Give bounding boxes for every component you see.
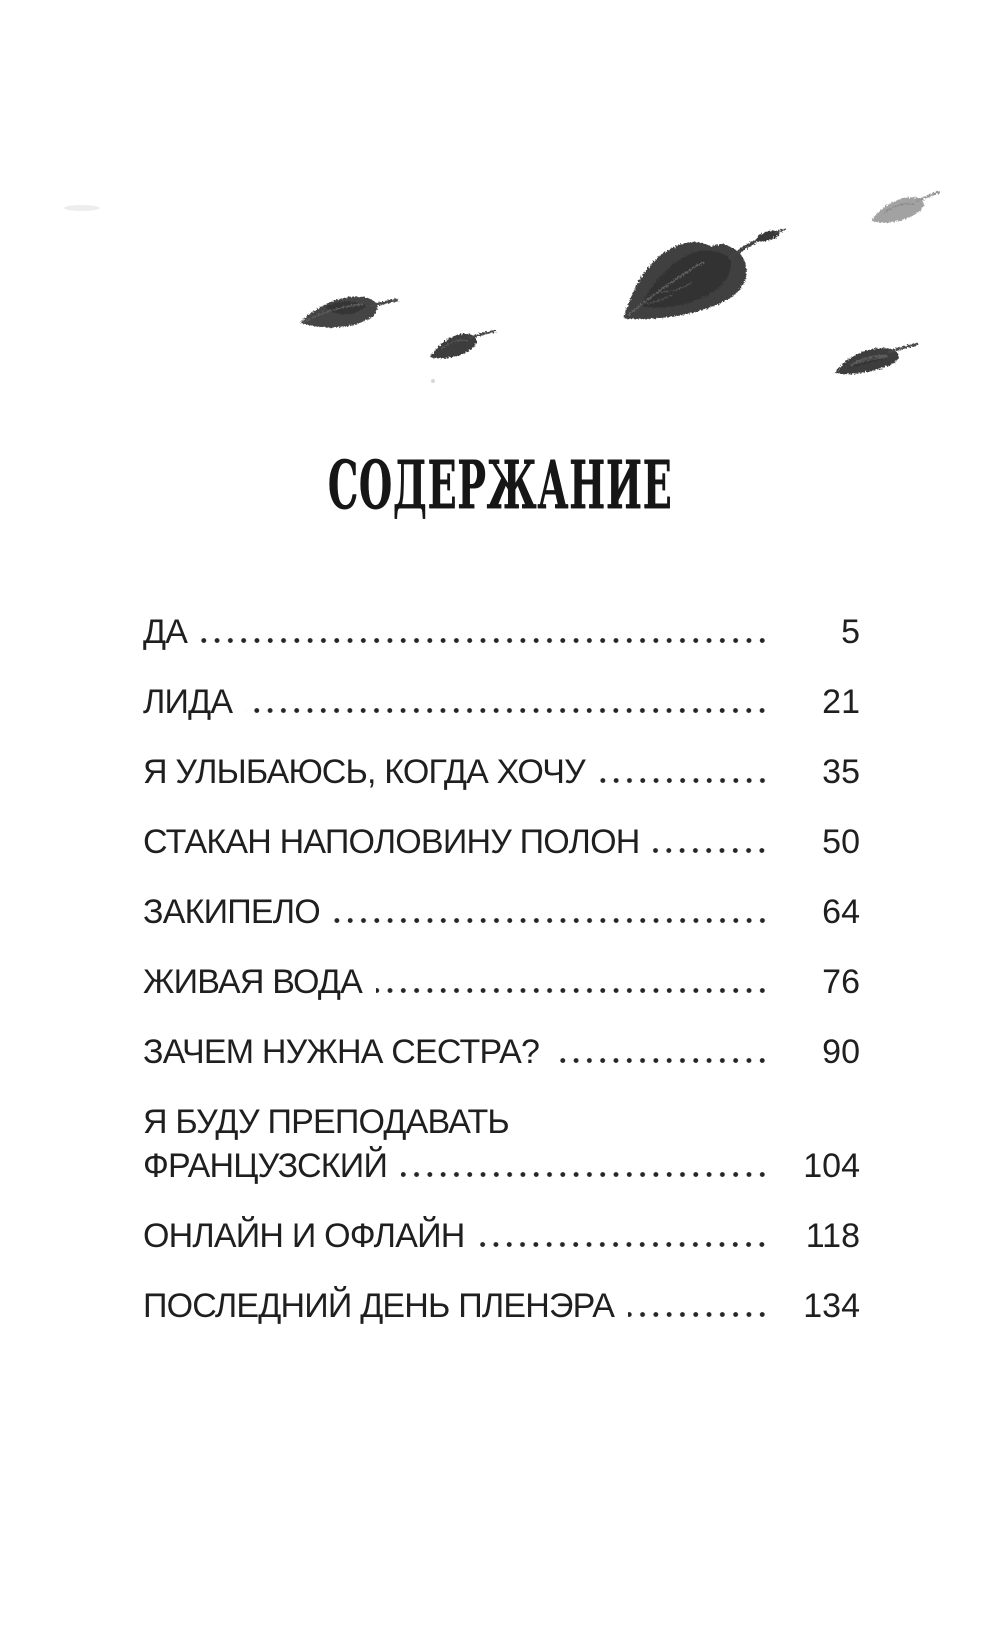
leaf-large-center-icon	[624, 228, 785, 319]
chapter-title: ДА	[143, 613, 188, 651]
page-number: 76	[822, 963, 860, 1001]
chapter-title: ЛИДА	[143, 683, 233, 721]
page-number: 64	[822, 893, 860, 931]
page-number: 104	[803, 1147, 860, 1185]
toc-entry	[143, 1286, 860, 1326]
leaf-faded-top-right-icon	[871, 192, 939, 223]
chapter-title: Я УЛЫБАЮСЬ, КОГДА ХОЧУ	[143, 753, 585, 791]
dot-leader	[376, 988, 772, 993]
dot-leader	[553, 1058, 772, 1063]
chapter-title: ЗАКИПЕЛО	[143, 893, 320, 931]
toc-entry	[143, 892, 860, 932]
falling-leaves-illustration	[0, 0, 1000, 430]
toc-entry	[143, 1102, 860, 1186]
toc-entry	[143, 962, 860, 1002]
dot-leader	[478, 1242, 772, 1247]
leaf-small-left-icon	[300, 297, 397, 328]
chapter-title: СТАКАН НАПОЛОВИНУ ПОЛОН	[143, 823, 640, 861]
chapter-title: ПОСЛЕДНИЙ ДЕНЬ ПЛЕНЭРА	[143, 1287, 615, 1325]
table-of-contents	[143, 612, 860, 1356]
chapter-title-line1: Я БУДУ ПРЕПОДАВАТЬ	[143, 1103, 509, 1141]
toc-entry	[143, 1032, 860, 1072]
toc-entry	[143, 752, 860, 792]
toc-entry	[143, 682, 860, 722]
dot-leader	[201, 638, 772, 643]
dot-leader	[246, 708, 772, 713]
toc-entry	[143, 612, 860, 652]
toc-entry	[143, 822, 860, 862]
page-number: 118	[805, 1217, 860, 1255]
dot-leader	[599, 778, 772, 783]
toc-entry	[143, 1216, 860, 1256]
dot-leader	[334, 918, 772, 923]
chapter-title: ЖИВАЯ ВОДА	[143, 963, 363, 1001]
page-number: 5	[841, 613, 860, 651]
page-number: 90	[822, 1033, 860, 1071]
contents-title-block	[0, 446, 1000, 524]
page-number: 134	[803, 1287, 860, 1325]
paper-smudge	[64, 205, 435, 383]
dot-leader	[401, 1172, 772, 1177]
leaf-tiny-center-icon	[430, 331, 495, 358]
chapter-title-line2: ФРАНЦУЗСКИЙ	[143, 1147, 388, 1185]
chapter-title: ОНЛАЙН И ОФЛАЙН	[143, 1217, 465, 1255]
contents-title: СОДЕРЖАНИЕ	[327, 446, 673, 524]
leaf-small-bottom-right-icon	[835, 344, 917, 374]
dot-leader	[653, 848, 772, 853]
page-number: 35	[822, 753, 860, 791]
page-number: 21	[822, 683, 860, 721]
dot-leader	[628, 1312, 772, 1317]
page-number: 50	[822, 823, 860, 861]
chapter-title: ЗАЧЕМ НУЖНА СЕСТРА?	[143, 1033, 540, 1071]
